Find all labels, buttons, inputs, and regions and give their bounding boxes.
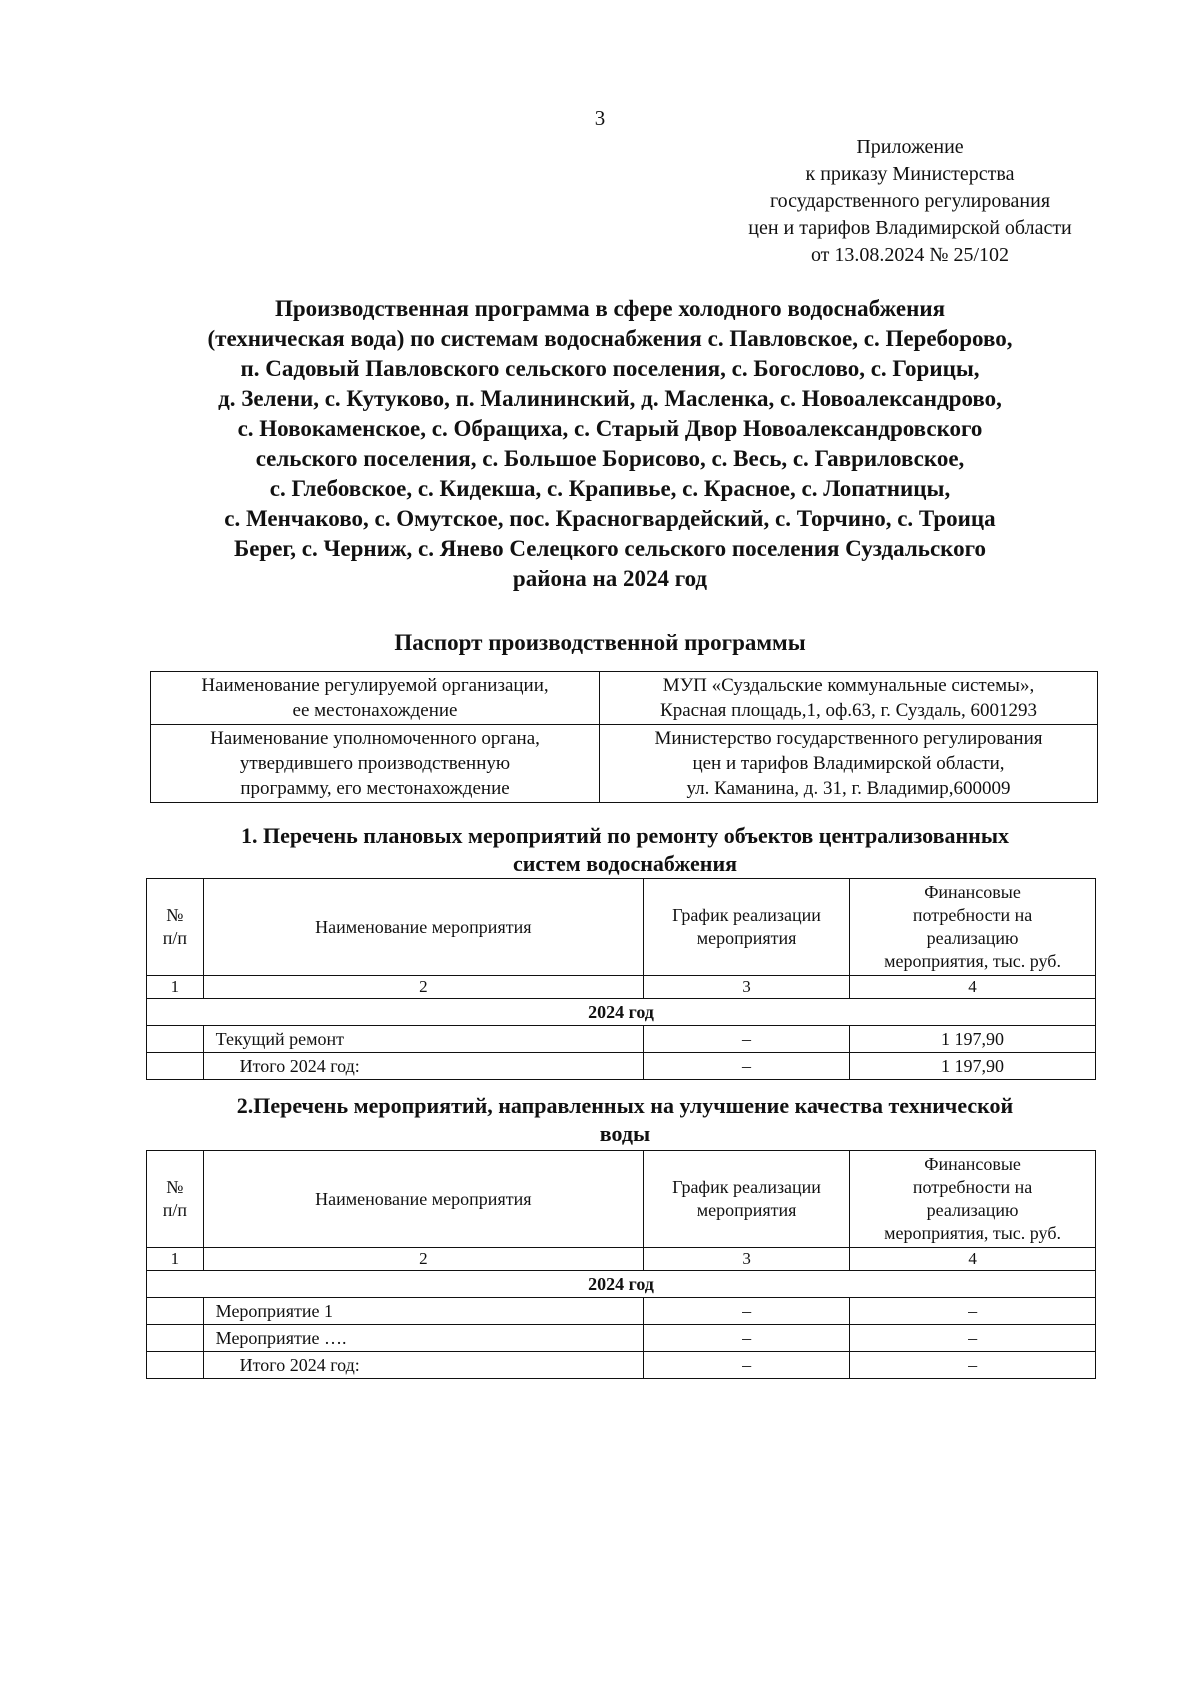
table-header-row <box>147 879 1096 976</box>
total-schedule: – <box>644 1352 850 1379</box>
section2-title-line: 2.Перечень мероприятий, направленных на улучшение качества технической <box>236 1093 1014 1118</box>
header-line: реализацию <box>926 928 1019 948</box>
header-line: График реализации <box>672 1177 821 1197</box>
column-number: 4 <box>850 1248 1096 1271</box>
column-number: 4 <box>850 976 1096 999</box>
appendix-line: цен и тарифов Владимирской области <box>748 217 1072 239</box>
row-number <box>147 1352 204 1379</box>
passport-table <box>150 671 1098 803</box>
passport-label-line: ее местонахождение <box>292 700 458 721</box>
passport-title: Паспорт производственной программы <box>394 630 806 655</box>
header-line: Финансовые <box>924 882 1021 902</box>
header-line: потребности на <box>912 905 1033 925</box>
title-line: (техническая вода) по системам водоснабжения с. Павловское, с. Переборово, <box>207 326 1013 351</box>
passport-value-line: МУП «Суздальские коммунальные системы», <box>662 675 1035 696</box>
section1-title-line: систем водоснабжения <box>512 851 738 876</box>
passport-value-line: ул. Каманина, д. 31, г. Владимир,600009 <box>686 778 1011 799</box>
row-amount: – <box>850 1325 1096 1352</box>
header-line: № <box>166 905 184 925</box>
row-schedule: – <box>644 1298 850 1325</box>
header-financing <box>850 1151 1096 1248</box>
row-name: Мероприятие …. <box>203 1325 643 1352</box>
passport-label <box>151 725 600 803</box>
passport-value <box>600 725 1098 803</box>
column-number-row <box>147 1248 1096 1271</box>
passport-value-line: Красная площадь,1, оф.63, г. Суздаль, 6001293 <box>660 700 1037 721</box>
section1-title-line: 1. Перечень плановых мероприятий по ремонту объектов централизованных <box>241 823 1009 848</box>
title-line: Берег, с. Черниж, с. Янево Селецкого сельского поселения Суздальского <box>234 536 986 561</box>
total-schedule: – <box>643 1053 849 1080</box>
passport-label <box>151 672 600 725</box>
header-name: Наименование мероприятия <box>203 879 643 976</box>
header-schedule <box>644 1151 850 1248</box>
total-row <box>147 1352 1096 1379</box>
total-label: Итого 2024 год: <box>203 1053 643 1080</box>
row-number <box>147 1053 204 1080</box>
title-line: с. Новокаменское, с. Обращиха, с. Старый Двор Новоалександровского <box>237 416 983 441</box>
title-line: района на 2024 год <box>512 566 708 591</box>
header-line: График реализации <box>672 905 821 925</box>
year-label: 2024 год <box>147 1271 1096 1298</box>
row-name: Текущий ремонт <box>203 1026 643 1053</box>
total-label: Итого 2024 год: <box>203 1352 643 1379</box>
passport-value-line: Министерство государственного регулирования <box>654 728 1043 749</box>
header-financing <box>850 879 1096 976</box>
title-line: д. Зелени, с. Кутуково, п. Малининский, д. Масленка, с. Новоалександрово, <box>218 386 1002 411</box>
section1-table <box>146 878 1096 1080</box>
row-schedule: – <box>644 1325 850 1352</box>
section2-title-line: воды <box>599 1121 651 1146</box>
row-name: Мероприятие 1 <box>203 1298 643 1325</box>
column-number: 2 <box>203 1248 643 1271</box>
table-header-row <box>147 1151 1096 1248</box>
passport-label-line: Наименование регулируемой организации, <box>201 675 549 696</box>
table-row <box>147 1026 1096 1053</box>
column-number: 3 <box>644 1248 850 1271</box>
title-line: с. Менчаково, с. Омутское, пос. Красногвардейский, с. Торчино, с. Троица <box>224 506 996 531</box>
column-number: 3 <box>643 976 849 999</box>
row-number <box>147 1298 204 1325</box>
passport-row-authority <box>151 725 1098 803</box>
header-line: мероприятия, тыс. руб. <box>884 951 1061 971</box>
column-number: 2 <box>203 976 643 999</box>
section2-table <box>146 1150 1096 1379</box>
passport-value <box>600 672 1098 725</box>
title-line: сельского поселения, с. Большое Борисово, с. Весь, с. Гавриловское, <box>255 446 965 471</box>
appendix-line: государственного регулирования <box>769 190 1051 212</box>
section1-title <box>130 822 1120 878</box>
row-number <box>147 1325 204 1352</box>
total-amount: – <box>850 1352 1096 1379</box>
passport-label-line: Наименование уполномоченного органа, <box>210 728 540 749</box>
total-amount: 1 197,90 <box>850 1053 1096 1080</box>
column-number: 1 <box>147 1248 204 1271</box>
passport-row-organization <box>151 672 1098 725</box>
header-line: мероприятия <box>696 928 797 948</box>
header-line: п/п <box>162 1200 187 1220</box>
header-number <box>147 1151 204 1248</box>
section2-title <box>130 1092 1120 1148</box>
header-line: № <box>166 1177 184 1197</box>
passport-label-line: программу, его местонахождение <box>240 778 510 799</box>
header-line: мероприятия, тыс. руб. <box>884 1223 1061 1243</box>
row-amount: 1 197,90 <box>850 1026 1096 1053</box>
year-row <box>147 999 1096 1026</box>
row-schedule: – <box>643 1026 849 1053</box>
column-number: 1 <box>147 976 204 999</box>
table-row <box>147 1325 1096 1352</box>
row-amount: – <box>850 1298 1096 1325</box>
header-name: Наименование мероприятия <box>203 1151 643 1248</box>
header-schedule <box>643 879 849 976</box>
passport-value-line: цен и тарифов Владимирской области, <box>692 753 1005 774</box>
appendix-block <box>650 134 1170 269</box>
title-line: с. Глебовское, с. Кидекша, с. Крапивье, с. Красное, с. Лопатницы, <box>269 476 951 501</box>
appendix-line: к приказу Министерства <box>805 163 1015 185</box>
year-row <box>147 1271 1096 1298</box>
header-line: потребности на <box>912 1177 1033 1197</box>
document-title <box>100 294 1120 594</box>
title-line: п. Садовый Павловского сельского поселения, с. Богослово, с. Горицы, <box>240 356 980 381</box>
title-line: Производственная программа в сфере холодного водоснабжения <box>274 296 946 321</box>
table-row <box>147 1298 1096 1325</box>
column-number-row <box>147 976 1096 999</box>
appendix-line: от 13.08.2024 № 25/102 <box>810 244 1010 266</box>
row-number <box>147 1026 204 1053</box>
header-line: Финансовые <box>924 1154 1021 1174</box>
header-number <box>147 879 204 976</box>
page-number: 3 <box>594 106 606 130</box>
total-row <box>147 1053 1096 1080</box>
header-line: реализацию <box>926 1200 1019 1220</box>
passport-label-line: утвердившего производственную <box>239 753 511 774</box>
year-label: 2024 год <box>147 999 1096 1026</box>
header-line: п/п <box>162 928 187 948</box>
header-line: мероприятия <box>696 1200 797 1220</box>
appendix-line: Приложение <box>856 136 964 158</box>
